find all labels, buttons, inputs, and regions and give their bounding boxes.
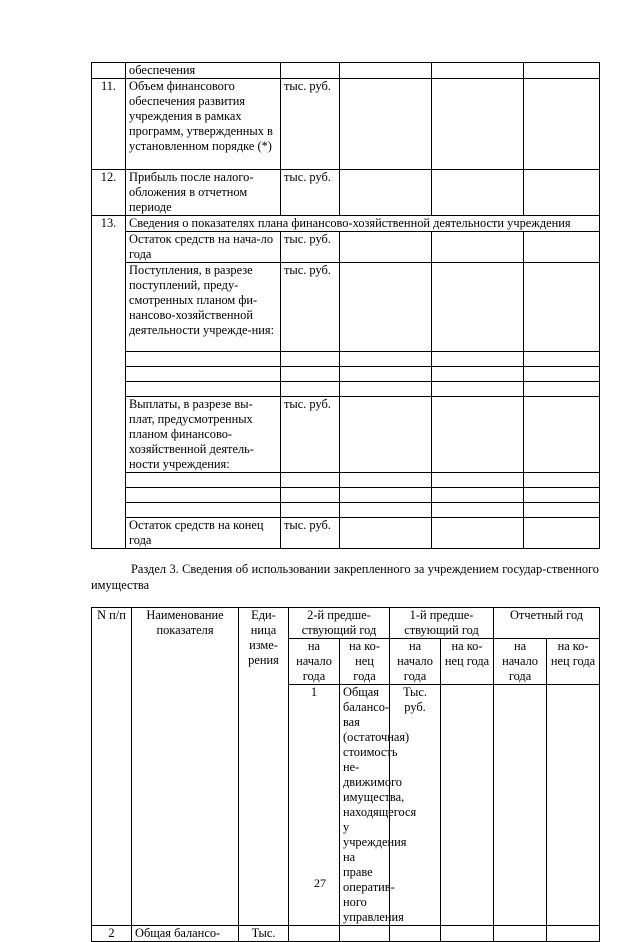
- table-row: [92, 382, 600, 397]
- row-unit: тыс. руб.: [281, 232, 340, 263]
- row-text: обеспечения: [126, 63, 281, 79]
- row-unit: Тыс. руб.: [390, 685, 441, 926]
- row-text: Остаток средств на конец года: [126, 518, 281, 549]
- table-row: [92, 352, 600, 367]
- state-property-table: [91, 607, 600, 942]
- section-header: Сведения о показателях плана финансово-хозяйственной деятельности учреждения: [126, 216, 600, 232]
- table-row: [92, 79, 600, 170]
- header-year1: 1-й предше-ствующий год: [390, 608, 494, 639]
- table-row: [92, 232, 600, 263]
- header-end: на ко-нец года: [547, 639, 600, 685]
- row-number: 13.: [92, 216, 126, 549]
- table-header-row: [92, 608, 600, 639]
- header-unit: Еди-ница изме-рения: [239, 608, 289, 926]
- table-row: [92, 263, 600, 352]
- row-unit: тыс. руб.: [281, 263, 340, 352]
- row-number: 2: [92, 926, 132, 942]
- row-unit: тыс. руб.: [281, 79, 340, 170]
- header-year2: 2-й предше-ствующий год: [289, 608, 390, 639]
- row-text: Поступления, в разрезе поступлений, преду-смотренных планом фи-нансово-хозяйственной деятельности учрежде-ния:: [126, 263, 281, 352]
- financial-indicators-table: [91, 62, 600, 549]
- page-number: 27: [314, 876, 326, 890]
- header-start: на начало года: [494, 639, 547, 685]
- table-row: [92, 488, 600, 503]
- table-row: [92, 63, 600, 79]
- section-3-title: Раздел 3. Сведения об использовании закрепленного за учреждением государ-ственного имущества: [91, 562, 599, 592]
- row-number: 1: [289, 685, 340, 926]
- row-unit: тыс. руб.: [281, 397, 340, 473]
- table-row: [92, 503, 600, 518]
- row-text: Общая балансо-вая (остаточная) стоимость не-движимого имущества, находящегося у учреждения на праве оператив-ного управления: [340, 685, 390, 926]
- row-unit: тыс. руб.: [281, 170, 340, 216]
- header-end: на ко-нец года: [441, 639, 494, 685]
- table-row: [92, 926, 600, 942]
- row-text: Остаток средств на нача-ло года: [126, 232, 281, 263]
- table-row: [92, 216, 600, 232]
- row-number: 11.: [92, 79, 126, 170]
- table-row: [92, 367, 600, 382]
- table-row: [92, 518, 600, 549]
- row-unit: Тыс.: [239, 926, 289, 942]
- row-text: Общая балансо-: [132, 926, 239, 942]
- row-text: Объем финансового обеспечения развития учреждения в рамках программ, утвержденных в установленном порядке (*): [126, 79, 281, 170]
- header-end: на ко-нец года: [340, 639, 390, 685]
- table-row: [92, 397, 600, 473]
- header-start: на начало года: [289, 639, 340, 685]
- row-text: Выплаты, в разрезе вы-плат, предусмотренных планом финансово-хозяйственной деятель-ности учреждения:: [126, 397, 281, 473]
- table-row: [92, 473, 600, 488]
- header-name: Наименование показателя: [132, 608, 239, 926]
- row-text: Прибыль после налого-обложения в отчетном периоде: [126, 170, 281, 216]
- row-number: 12.: [92, 170, 126, 216]
- row-unit: тыс. руб.: [281, 518, 340, 549]
- table-row: [92, 170, 600, 216]
- header-start: на начало года: [390, 639, 441, 685]
- header-report-year: Отчетный год: [494, 608, 600, 639]
- header-num: N п/п: [92, 608, 132, 926]
